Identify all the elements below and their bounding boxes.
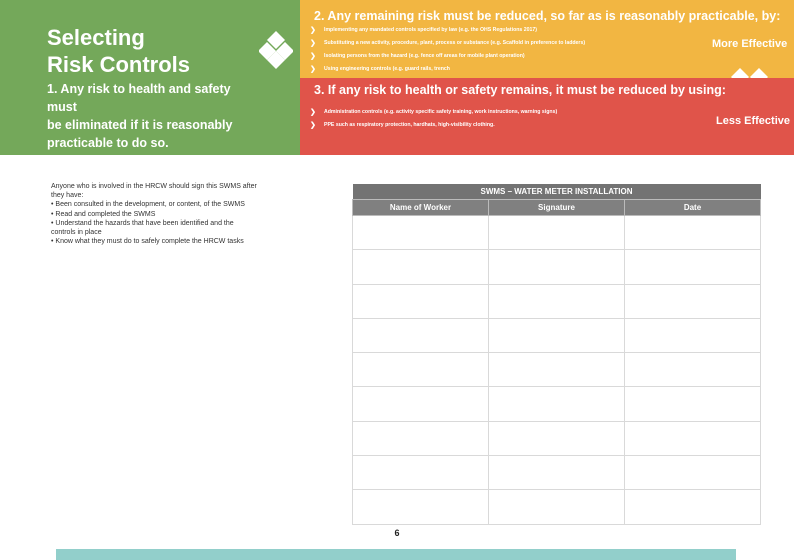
list-item: controls in place bbox=[51, 229, 102, 237]
list-item bbox=[310, 50, 585, 63]
step-2-item-2: Substituting a new activity, procedure, plant, process or substance (e.g. Scaffold in preference to ladders) bbox=[324, 40, 586, 46]
instructions-intro-1: Anyone who is involved in the HRCW should sign this SWMS after bbox=[51, 183, 257, 190]
step-2-item-3: Isolating persons from the hazard (e.g. fence off areas for mobile plant operation) bbox=[324, 53, 525, 59]
step-1-line-1: 1. Any risk to health and safety must bbox=[47, 82, 231, 114]
signing-instructions bbox=[51, 182, 271, 246]
date-cell[interactable] bbox=[625, 216, 761, 250]
signature-cell[interactable] bbox=[489, 250, 625, 284]
list-item: • Know what they must do to safely complete the HRCW tasks bbox=[51, 238, 244, 246]
step-2-heading: 2. Any remaining risk must be reduced, so far as is reasonably practicable, by: bbox=[314, 9, 781, 23]
date-cell[interactable] bbox=[625, 353, 761, 387]
page-title bbox=[47, 24, 207, 78]
signature-cell[interactable] bbox=[489, 353, 625, 387]
step-2-list bbox=[310, 24, 585, 76]
column-header-date: Date bbox=[625, 200, 761, 216]
step-3-heading: 3. If any risk to health or safety remains, it must be reduced by using: bbox=[314, 83, 726, 97]
step-3-list bbox=[310, 106, 557, 132]
signature-cell[interactable] bbox=[489, 318, 625, 352]
table-row bbox=[353, 490, 761, 524]
date-cell[interactable] bbox=[625, 421, 761, 455]
signature-cell[interactable] bbox=[489, 456, 625, 490]
worker-name-cell[interactable] bbox=[353, 250, 489, 284]
worker-name-cell[interactable] bbox=[353, 421, 489, 455]
list-item bbox=[310, 106, 557, 119]
step-2-item-1: Implementing any mandated controls specified by law (e.g. the OHS Regulations 2017) bbox=[324, 27, 538, 33]
less-effective-label: Less Effective bbox=[716, 115, 790, 127]
list-item: • Read and completed the SWMS bbox=[51, 210, 156, 218]
instructions-list bbox=[51, 200, 271, 246]
list-item: • Understand the hazards that have been identified and the bbox=[51, 219, 234, 227]
table-row bbox=[353, 353, 761, 387]
column-header-name: Name of Worker bbox=[353, 200, 489, 216]
step-1-line-3: practicable to do so. bbox=[47, 136, 169, 150]
worker-name-cell[interactable] bbox=[353, 456, 489, 490]
date-cell[interactable] bbox=[625, 490, 761, 524]
worker-name-cell[interactable] bbox=[353, 284, 489, 318]
date-cell[interactable] bbox=[625, 250, 761, 284]
worker-name-cell[interactable] bbox=[353, 387, 489, 421]
chevron-right-icon: ❯ bbox=[310, 66, 316, 73]
date-cell[interactable] bbox=[625, 456, 761, 490]
list-item: • Been consulted in the development, or content, of the SWMS bbox=[51, 201, 245, 209]
table-row bbox=[353, 421, 761, 455]
table-row bbox=[353, 284, 761, 318]
list-item bbox=[310, 24, 585, 37]
step-3-item-1: Administration controls (e.g. activity specific safety training, work instructions, warning signs) bbox=[324, 109, 558, 115]
list-item bbox=[310, 37, 585, 50]
page-number: 6 bbox=[394, 528, 400, 538]
worker-signoff-table bbox=[352, 184, 761, 525]
worker-name-cell[interactable] bbox=[353, 490, 489, 524]
table-title: SWMS – WATER METER INSTALLATION bbox=[353, 184, 761, 200]
date-cell[interactable] bbox=[625, 318, 761, 352]
step-1-text bbox=[47, 80, 262, 152]
selecting-risk-controls-panel bbox=[0, 0, 300, 155]
title-line-1: Selecting bbox=[47, 25, 145, 50]
list-item bbox=[310, 119, 557, 132]
more-effective-label: More Effective bbox=[712, 38, 788, 50]
signature-cell[interactable] bbox=[489, 284, 625, 318]
date-cell[interactable] bbox=[625, 387, 761, 421]
signature-cell[interactable] bbox=[489, 421, 625, 455]
step-3-panel bbox=[300, 78, 794, 155]
step-2-item-4: Using engineering controls (e.g. guard rails, trench bbox=[324, 66, 450, 72]
chevron-right-icon: ❯ bbox=[310, 122, 316, 129]
chevron-right-icon: ❯ bbox=[310, 53, 316, 60]
instructions-intro-2: they have: bbox=[51, 192, 84, 200]
step-2-panel bbox=[300, 0, 794, 78]
chevron-right-icon: ❯ bbox=[310, 40, 316, 47]
worker-name-cell[interactable] bbox=[353, 353, 489, 387]
worker-name-cell[interactable] bbox=[353, 216, 489, 250]
chevron-right-icon: ❯ bbox=[310, 109, 316, 116]
signature-cell[interactable] bbox=[489, 387, 625, 421]
table-row bbox=[353, 456, 761, 490]
table-row bbox=[353, 318, 761, 352]
table-row bbox=[353, 216, 761, 250]
step-3-item-2: PPE such as respiratory protection, hardhats, high-visibility clothing. bbox=[324, 122, 495, 128]
title-line-2: Risk Controls bbox=[47, 52, 191, 77]
column-header-signature: Signature bbox=[489, 200, 625, 216]
worker-name-cell[interactable] bbox=[353, 318, 489, 352]
footer-bar bbox=[56, 549, 736, 560]
signature-cell[interactable] bbox=[489, 490, 625, 524]
table-row bbox=[353, 250, 761, 284]
signature-cell[interactable] bbox=[489, 216, 625, 250]
diamond-cluster-icon bbox=[259, 31, 293, 67]
date-cell[interactable] bbox=[625, 284, 761, 318]
list-item bbox=[310, 63, 585, 76]
table-row bbox=[353, 387, 761, 421]
chevron-right-icon: ❯ bbox=[310, 27, 316, 34]
step-1-line-2: be eliminated if it is reasonably bbox=[47, 118, 233, 132]
